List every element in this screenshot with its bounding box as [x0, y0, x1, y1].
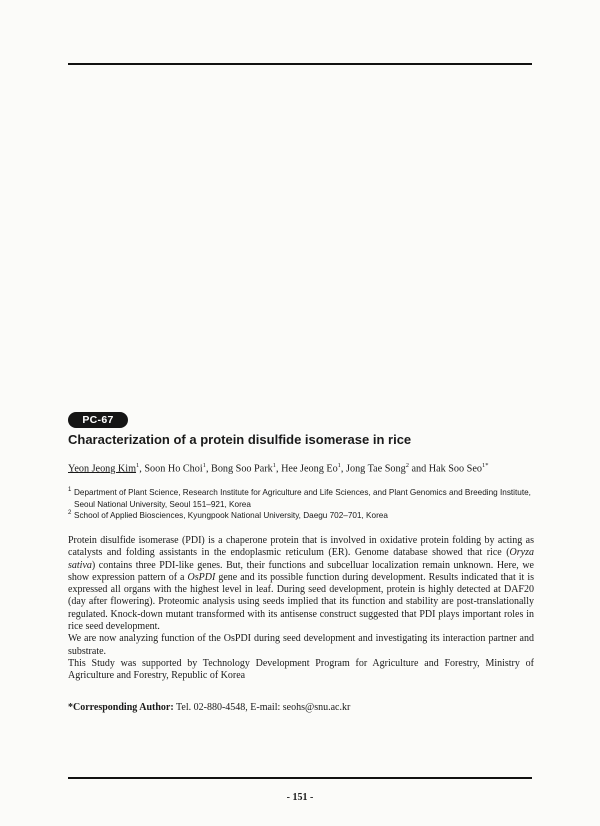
- author-affiliation-mark: 1*: [481, 462, 489, 469]
- author-separator: ,: [139, 463, 145, 475]
- corresponding-label: *Corresponding Author:: [68, 702, 174, 713]
- affiliation-number: 2: [68, 510, 72, 516]
- affiliation-text: School of Applied Biosciences, Kyungpook National University, Daegu 702–701, Korea: [74, 511, 388, 520]
- author-separator: and: [408, 463, 429, 475]
- paper-title: Characterization of a protein disulfide isomerase in rice: [68, 432, 412, 447]
- affiliation-number: 1: [68, 487, 72, 493]
- author-affiliation-mark: 1: [272, 462, 276, 469]
- corresponding-contact: Tel. 02-880-4548, E-mail: seohs@snu.ac.kr: [173, 702, 351, 713]
- affiliation-item: [68, 510, 534, 522]
- affiliation-list: [68, 487, 534, 522]
- gene-name: OsPDI: [187, 571, 216, 583]
- affiliation-item: [68, 487, 534, 510]
- author-name: Hee Jeong Eo: [281, 463, 338, 475]
- abstract-text: Protein disulfide isomerase (PDI) is a chaperone protein that is involved in oxidative protein folding by acting as catalysts and folding assistants in the endoplasmic reticulum (ER). Genome database showed that rice (: [68, 535, 534, 559]
- author-name: Yeon Jeong Kim: [68, 463, 137, 475]
- corresponding-author: [68, 702, 534, 713]
- abstract-paragraph: We are now analyzing function of the OsPDI during seed development and investigating its interaction partner and substrate.: [68, 633, 534, 657]
- author-name: Soon Ho Choi: [144, 463, 203, 475]
- abstract-text: gene and its possible function during development. Results indicated that it is expressed all organs with the highest level in leaf. During seed development, protein is highly detected at DAF20 (day after flowering). Proteomic analysis using seeds implied that its function and stability are post-translationally regulated. Knock-down mutant transformed with its antisense construct suggested that PDI plays important roles in rice seed development.: [68, 571, 534, 633]
- abstract-paragraph: [68, 535, 534, 633]
- author-affiliation-mark: 1: [136, 462, 140, 469]
- author-name: Bong Soo Park: [211, 463, 273, 475]
- abstract-text: ) contains three PDI-like genes. But, their functions and subcelluar localization remain unknown. Here, we show expression pattern of a: [68, 559, 534, 583]
- author-name: Jong Tae Song: [346, 463, 406, 475]
- page-number: - 151 -: [286, 792, 314, 803]
- author-separator: ,: [205, 463, 212, 475]
- author-name: Hak Soo Seo: [428, 463, 482, 475]
- author-affiliation-mark: 1: [202, 462, 206, 469]
- author-affiliation-mark: 2: [405, 462, 409, 469]
- affiliation-text: Department of Plant Science, Research Institute for Agriculture and Life Sciences, and Plant Genomics and Breeding Institute, Seoul National University, Seoul 151–921, Korea: [74, 488, 531, 509]
- poster-code-badge: PC-67: [68, 412, 128, 428]
- bottom-rule: [68, 777, 532, 779]
- top-rule: [68, 63, 532, 65]
- author-list: [68, 462, 538, 474]
- author-separator: ,: [340, 463, 347, 475]
- funding-statement: This Study was supported by Technology Development Program for Agriculture and Forestry, Ministry of Agriculture and Forestry, Republic of Korea: [68, 657, 534, 682]
- species-name: Oryza sativa: [68, 547, 534, 571]
- author-separator: ,: [275, 463, 282, 475]
- author-affiliation-mark: 1: [337, 462, 341, 469]
- abstract: [68, 535, 534, 683]
